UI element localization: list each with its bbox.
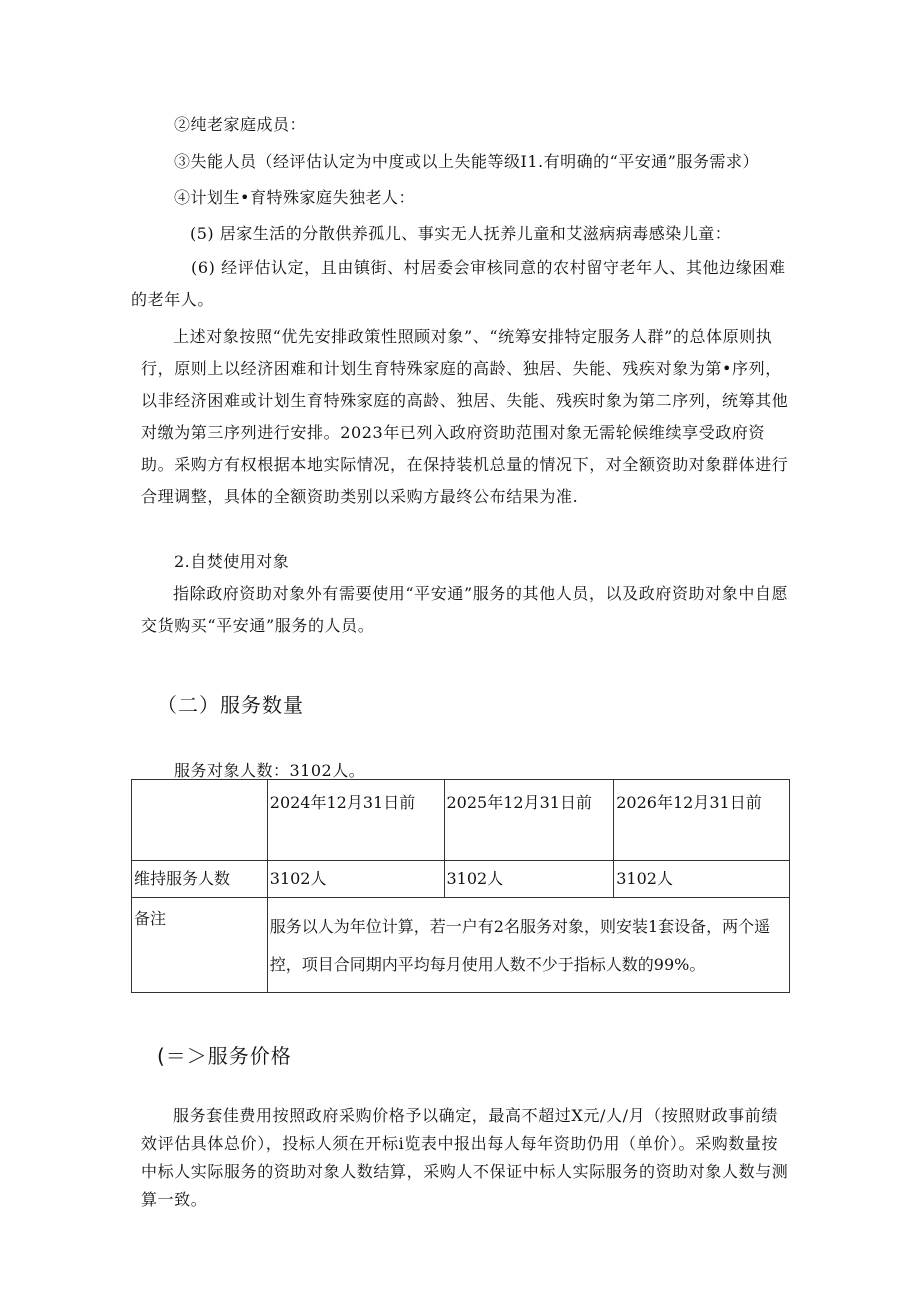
- table-header-cell: [132, 780, 268, 861]
- table-row-label: 维持服务人数: [132, 861, 268, 898]
- table-header-cell: 2026年12月31日前: [614, 780, 790, 861]
- list-item-family-planning: ④计划生•育特殊家庭失独老人：: [174, 188, 415, 207]
- service-quantity-table: [131, 779, 790, 993]
- table-cell: 3102人: [444, 861, 614, 898]
- table-header-cell: 2024年12月31日前: [267, 780, 444, 861]
- paragraph-priority: 上述对象按照“优先安排政策性照顾对象”、“统筹安排特定服务人群”的总体原则执行，原则上以经济困难和计划生育特殊家庭的高龄、独居、失能、残疾对象为第•序列，以非经济困难或计划生育特殊家庭的高龄、独居、失能、残疾时象为第二序列，统筹其他对缴为第三序列进行安排。2023年已列入政府资助范围对象无需轮候维续享受政府资助。采购方有权根据本地实际情况，在保持装机总量的情况下，对全额资助对象群体进行合理调整，具体的全额资助类别以采购方最终公布结果为准.: [141, 327, 789, 506]
- list-item-disabled: ③失能人员（经评估认定为中度或以上失能等级I1.有明确的“平安通”服务需求）: [174, 152, 759, 171]
- table-row: [132, 861, 790, 898]
- list-item-rural-elderly: (6) 经评估认定，且由镇街、村居委会审核同意的农村留守老年人、其他边缘困难的老年人。: [131, 258, 786, 309]
- self-pay-title: 2.自焚使用对象: [174, 552, 290, 571]
- table-header-cell: 2025年12月31日前: [444, 780, 614, 861]
- table-note-label: 备注: [132, 898, 268, 993]
- list-item-orphans: (5) 居家生活的分散供养孤儿、事实无人抚养儿童和艾滋病病毒感染儿童：: [190, 224, 732, 243]
- table-header-row: [132, 780, 790, 861]
- section-heading-service-price: (＝＞服务价格: [157, 1044, 292, 1068]
- table-note-text: 服务以人为年位计算，若一户有2名服务对象，则安装1套设备，两个遥控，项目合同期内平均每月使用人数不少于指标人数的99%。: [267, 898, 789, 993]
- table-cell: 3102人: [267, 861, 444, 898]
- service-price-text: 服务套佳费用按照政府采购价格予以确定，最高不超过X元/人/月（按照财政事前绩效评估具体总价），投标人须在开标i览表中报出每人每年资助仍用（单价）。采购数量按中标人实际服务的资助对象人数结算，采购人不保证中标人实际服务的资助对象人数与测算一致。: [141, 1106, 789, 1209]
- table-cell: 3102人: [614, 861, 790, 898]
- section-heading-service-quantity: （二）服务数量: [157, 693, 304, 717]
- self-pay-text: 指除政府资助对象外有需要使用“平安通”服务的其他人员，以及政府资助对象中自愿交货购买“平安通”服务的人员。: [141, 584, 789, 635]
- service-count-line: 服务对象人数：3102人。: [174, 761, 366, 780]
- table-note-row: [132, 898, 790, 993]
- list-item-pure-elderly: ②纯老家庭成员：: [174, 115, 307, 134]
